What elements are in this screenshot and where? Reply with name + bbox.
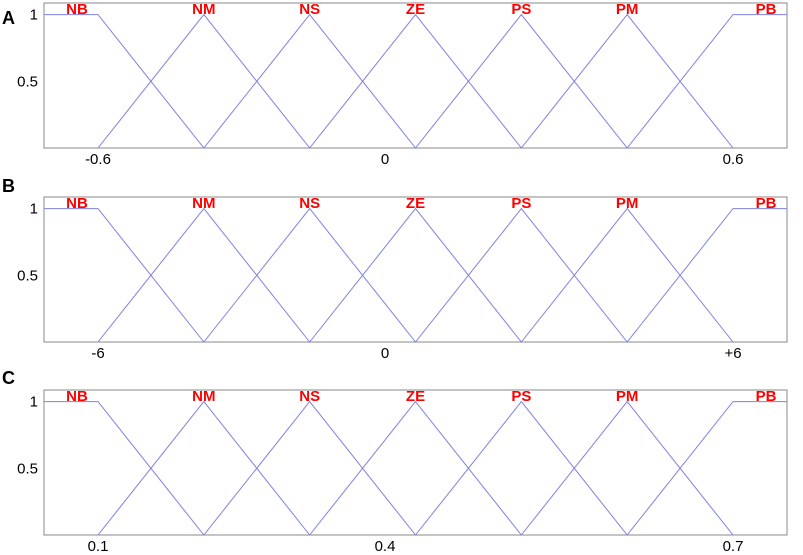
set-label-nm: NM xyxy=(192,195,216,212)
set-label-ze: ZE xyxy=(405,1,426,18)
set-label-nb: NB xyxy=(66,195,88,212)
set-label-ns: NS xyxy=(299,388,321,405)
y-tick-label: 0.5 xyxy=(17,73,38,91)
membership-line-nb xyxy=(44,15,204,148)
membership-line-ze xyxy=(310,209,522,342)
chart-panel-b xyxy=(2,176,787,362)
membership-line-nb xyxy=(44,402,204,535)
panel-letter: B xyxy=(2,176,15,196)
x-tick-label: -6 xyxy=(91,345,105,362)
set-label-pb: PB xyxy=(755,388,777,405)
y-tick-label: 1 xyxy=(29,393,38,411)
membership-line-nb xyxy=(44,209,204,342)
membership-line-nm xyxy=(98,15,310,148)
x-tick-label: +6 xyxy=(724,345,742,362)
panel-letter: C xyxy=(2,368,15,388)
x-tick-label: 0.6 xyxy=(722,151,744,168)
panel-letter: A xyxy=(2,8,15,28)
x-tick-label: 0 xyxy=(380,345,390,362)
set-label-ns: NS xyxy=(299,195,321,212)
set-label-ps: PS xyxy=(511,195,532,212)
y-tick-label: 1 xyxy=(29,6,38,24)
membership-line-ns xyxy=(204,15,416,148)
set-label-nm: NM xyxy=(192,1,216,18)
set-label-ns: NS xyxy=(299,1,321,18)
membership-line-pb xyxy=(627,209,787,342)
y-tick-label: 1 xyxy=(29,200,38,218)
membership-line-nm xyxy=(98,402,310,535)
chart-panel-a xyxy=(2,1,787,168)
y-tick-label: 0.5 xyxy=(17,267,38,285)
membership-line-ps xyxy=(416,402,628,535)
set-label-nm: NM xyxy=(192,388,216,405)
set-label-ze: ZE xyxy=(405,388,426,405)
x-tick-label: 0.1 xyxy=(87,538,109,555)
x-tick-label: 0.4 xyxy=(374,538,396,555)
set-label-pm: PM xyxy=(615,195,639,212)
membership-line-pb xyxy=(627,15,787,148)
y-tick-label: 0.5 xyxy=(17,460,38,478)
membership-line-nm xyxy=(98,209,310,342)
chart-panel-c xyxy=(2,368,787,555)
membership-line-ps xyxy=(416,209,628,342)
set-label-pm: PM xyxy=(615,1,639,18)
set-label-nb: NB xyxy=(66,388,88,405)
membership-line-ns xyxy=(204,209,416,342)
set-label-pb: PB xyxy=(755,195,777,212)
membership-line-pm xyxy=(521,15,733,148)
set-label-ze: ZE xyxy=(405,195,426,212)
set-label-pb: PB xyxy=(755,1,777,18)
set-label-nb: NB xyxy=(66,1,88,18)
membership-line-ze xyxy=(310,402,522,535)
x-tick-label: -0.6 xyxy=(85,151,111,168)
membership-line-pm xyxy=(521,402,733,535)
membership-line-ps xyxy=(416,15,628,148)
membership-line-ns xyxy=(204,402,416,535)
x-tick-label: 0 xyxy=(380,151,390,168)
membership-line-pm xyxy=(521,209,733,342)
set-label-ps: PS xyxy=(511,1,532,18)
membership-line-ze xyxy=(310,15,522,148)
set-label-pm: PM xyxy=(615,388,639,405)
set-label-ps: PS xyxy=(511,388,532,405)
membership-line-pb xyxy=(627,402,787,535)
x-tick-label: 0.7 xyxy=(722,538,744,555)
